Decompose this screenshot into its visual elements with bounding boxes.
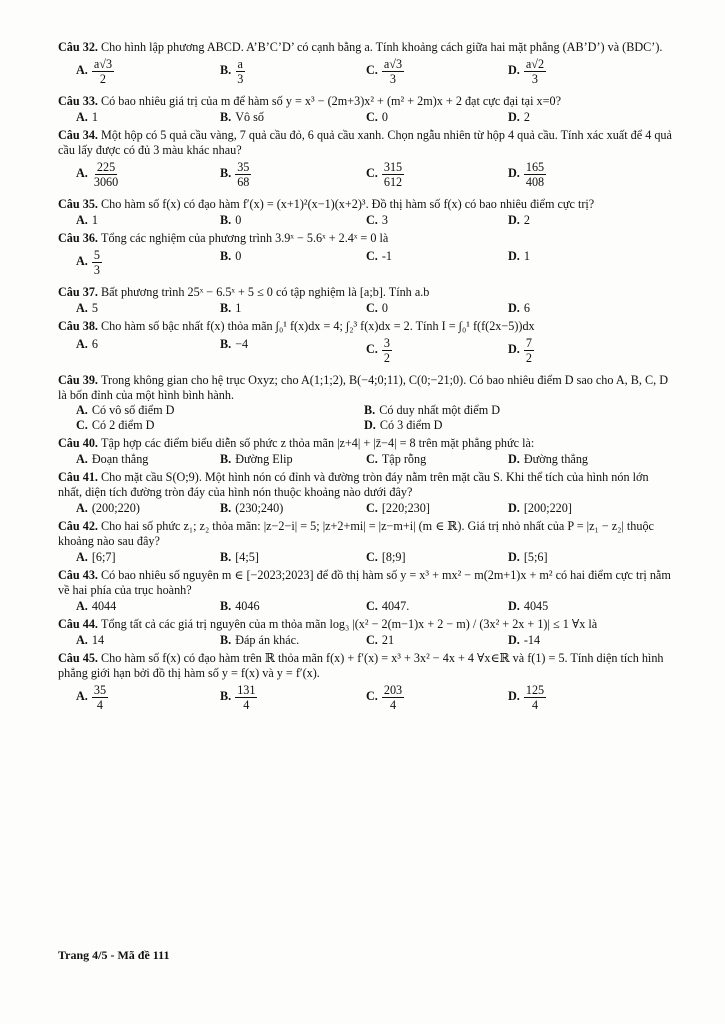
option-label: C. xyxy=(366,689,378,704)
option-label: B. xyxy=(220,166,232,181)
numerator: 7 xyxy=(525,336,532,350)
answer-option xyxy=(220,336,248,352)
option-label: D. xyxy=(508,301,520,315)
option-text: Có duy nhất một điểm D xyxy=(379,403,501,417)
option-text: -14 xyxy=(523,633,541,647)
option-label: D. xyxy=(508,501,520,515)
option-text: 1 xyxy=(235,301,242,315)
question-block xyxy=(58,519,673,568)
answer-option xyxy=(366,598,409,614)
option-text: [200;220] xyxy=(523,501,572,515)
question-body: Cho hàm số f(x) có đạo hàm f′(x) = (x+1)²(x−1)(x+2)³. Đồ thị hàm số f(x) có bao nhiêu điểm cực trị? xyxy=(101,197,595,211)
answer-option xyxy=(76,300,98,316)
answer-option xyxy=(366,632,394,648)
option-label: A. xyxy=(76,254,88,269)
options-row xyxy=(58,300,673,316)
question-block xyxy=(58,231,673,285)
option-text: Đoạn thẳng xyxy=(91,452,149,466)
answer-option xyxy=(366,451,426,467)
answer-option xyxy=(366,109,388,125)
denominator: 2 xyxy=(99,72,106,86)
option-label: C. xyxy=(366,550,378,564)
answer-option xyxy=(366,300,388,316)
option-text: 4045 xyxy=(523,599,549,613)
answer-option xyxy=(220,500,283,516)
question-block xyxy=(58,40,673,94)
option-text: Có 3 điểm D xyxy=(379,418,443,432)
question-block xyxy=(58,651,673,720)
answer-option xyxy=(220,683,257,712)
question-block xyxy=(58,436,673,470)
question-text xyxy=(58,519,673,549)
option-label: B. xyxy=(220,63,232,78)
question-body: Tổng tất cả các giá trị nguyên của m thỏa mãn log₃ |(x² − 2(m−1)x + 2 − m) / (3x² + 2x + 1)| ≤ 1 ∀x là xyxy=(101,617,598,631)
answer-option xyxy=(76,598,116,614)
option-text: 4047. xyxy=(381,599,410,613)
option-label: A. xyxy=(76,403,88,417)
option-label: B. xyxy=(364,403,376,417)
option-text: 0 xyxy=(381,301,388,315)
options-row xyxy=(58,500,673,516)
option-text: 4046 xyxy=(235,599,260,613)
answer-option xyxy=(508,57,546,86)
option-text: [4;5] xyxy=(235,550,259,564)
fraction xyxy=(524,57,546,86)
question-text xyxy=(58,373,673,403)
answer-option xyxy=(76,212,98,228)
answer-option xyxy=(220,598,260,614)
numerator: 315 xyxy=(383,160,403,174)
options-row xyxy=(58,418,673,433)
answer-option xyxy=(508,500,572,516)
denominator: 3 xyxy=(237,72,244,86)
options-row xyxy=(58,55,673,91)
answer-option xyxy=(364,403,500,418)
question-block xyxy=(58,197,673,231)
answer-option xyxy=(366,549,406,565)
answer-option xyxy=(508,632,540,648)
question-block xyxy=(58,319,673,373)
numerator: a√2 xyxy=(525,57,545,71)
option-label: C. xyxy=(366,213,378,227)
question-number: Câu 32. xyxy=(58,40,102,54)
option-label: D. xyxy=(508,213,520,227)
numerator: 3 xyxy=(383,336,390,350)
option-text: 0 xyxy=(235,213,242,227)
option-label: D. xyxy=(508,452,520,466)
denominator: 408 xyxy=(525,175,545,189)
question-body: Tập hợp các điểm biểu diễn số phức z thỏa mãn |z+4| + |z̄−4| = 8 trên mặt phẳng phức là: xyxy=(101,436,535,450)
answer-option xyxy=(508,248,530,264)
question-number: Câu 40. xyxy=(58,436,102,450)
option-label: B. xyxy=(220,249,232,263)
option-text: Vô số xyxy=(235,110,264,124)
question-number: Câu 45. xyxy=(58,651,102,665)
options-row xyxy=(58,549,673,565)
question-body: Trong không gian cho hệ trục Oxyz; cho A(1;1;2), B(−4;0;11), C(0;−21;0). Có bao nhiêu điểm D sao cho A, B, C, D là bốn đỉnh của một hình bình hành. xyxy=(58,373,668,402)
option-text: 4044 xyxy=(91,599,117,613)
question-number: Câu 44. xyxy=(58,617,102,631)
answer-option xyxy=(366,248,392,264)
option-text: −4 xyxy=(235,337,249,351)
option-label: A. xyxy=(76,501,88,515)
option-text: 1 xyxy=(523,249,530,263)
option-label: B. xyxy=(220,337,232,351)
denominator: 3 xyxy=(531,72,538,86)
option-label: C. xyxy=(76,418,88,432)
option-label: D. xyxy=(508,249,520,263)
answer-option xyxy=(220,212,241,228)
question-body: Bất phương trình 25ˣ − 6.5ˣ + 5 ≤ 0 có tập nghiệm là [a;b]. Tính a.b xyxy=(101,285,430,299)
numerator: a√3 xyxy=(93,57,113,71)
answer-option xyxy=(508,598,548,614)
option-label: C. xyxy=(366,501,378,515)
option-text: -1 xyxy=(381,249,393,263)
answer-option xyxy=(366,500,430,516)
option-label: A. xyxy=(76,110,88,124)
answer-option xyxy=(76,57,114,86)
question-text xyxy=(58,436,673,451)
option-label: C. xyxy=(366,63,378,78)
fraction xyxy=(524,683,546,712)
numerator: a√3 xyxy=(383,57,403,71)
option-label: C. xyxy=(366,452,378,466)
question-block xyxy=(58,617,673,651)
option-label: A. xyxy=(76,301,88,315)
answer-option xyxy=(364,418,443,433)
options-row xyxy=(58,246,673,282)
denominator: 4 xyxy=(531,698,539,712)
question-text xyxy=(58,197,673,212)
question-body: Cho hàm số f(x) có đạo hàm trên ℝ thỏa mãn f(x) + f′(x) = x³ + 3x² − 4x + 4 ∀x∈ℝ và f(1) = 5. Tính diện tích hình phẳng giới hạn bởi đồ thị hàm số y = f(x) và y = f′(x). xyxy=(58,651,664,680)
option-label: B. xyxy=(220,501,232,515)
fraction xyxy=(382,57,404,86)
page-footer: Trang 4/5 - Mã đề 111 xyxy=(58,948,170,962)
option-text: 0 xyxy=(235,249,242,263)
question-text xyxy=(58,40,673,55)
answer-option xyxy=(76,549,116,565)
numerator: a xyxy=(237,57,243,71)
fraction xyxy=(382,683,404,712)
option-label: A. xyxy=(76,550,88,564)
option-text: [6;7] xyxy=(91,550,116,564)
answer-option xyxy=(220,248,241,264)
answer-option xyxy=(366,160,404,189)
question-number: Câu 38. xyxy=(58,319,102,333)
option-text: Đáp án khác. xyxy=(235,633,300,647)
question-body: Có bao nhiêu giá trị của m để hàm số y = x³ − (2m+3)x² + (m² + 2m)x + 2 đạt cực đại tại x=0? xyxy=(101,94,561,108)
option-text: (200;220) xyxy=(91,501,140,515)
answer-option xyxy=(76,632,104,648)
answer-option xyxy=(76,403,174,418)
option-text: 6 xyxy=(91,337,98,351)
question-text xyxy=(58,94,673,109)
question-number: Câu 39. xyxy=(58,373,102,387)
answer-option xyxy=(220,549,259,565)
denominator: 3 xyxy=(93,263,100,277)
answer-option xyxy=(220,109,264,125)
question-number: Câu 37. xyxy=(58,285,102,299)
option-text: [5;6] xyxy=(523,550,548,564)
question-block xyxy=(58,470,673,519)
options-row xyxy=(58,681,673,717)
option-text: [8;9] xyxy=(381,550,406,564)
question-body: Cho mặt cầu S(O;9). Một hình nón có đỉnh và đường tròn đáy nằm trên mặt cầu S. Khi thể tích của hình nón lớn nhất, diện tích đường tròn đáy của hình nón thuộc khoảng nào dưới đây? xyxy=(58,470,649,499)
denominator: 4 xyxy=(389,698,397,712)
answer-option xyxy=(220,300,241,316)
numerator: 35 xyxy=(93,683,107,697)
fraction xyxy=(92,248,102,277)
fraction xyxy=(92,57,114,86)
option-label: D. xyxy=(508,633,520,647)
question-body: Cho hình lập phương ABCD. A’B’C’D’ có cạnh bằng a. Tính khoảng cách giữa hai mặt phẳng (AB’D’) và (BDC’). xyxy=(101,40,663,54)
option-text: 5 xyxy=(91,301,98,315)
question-number: Câu 36. xyxy=(58,231,102,245)
denominator: 68 xyxy=(237,175,250,189)
option-label: A. xyxy=(76,166,88,181)
answer-option xyxy=(76,451,148,467)
option-label: B. xyxy=(220,452,232,466)
denominator: 2 xyxy=(383,351,390,365)
option-text: Đường thẳng xyxy=(523,452,589,466)
answer-option xyxy=(76,418,155,433)
denominator: 2 xyxy=(525,351,532,365)
numerator: 225 xyxy=(96,160,116,174)
option-text: 1 xyxy=(91,213,98,227)
answer-option xyxy=(76,160,120,189)
option-label: C. xyxy=(366,301,378,315)
answer-option xyxy=(220,57,245,86)
question-text xyxy=(58,568,673,598)
option-label: B. xyxy=(220,213,232,227)
option-text: 2 xyxy=(523,110,530,124)
answer-option xyxy=(366,683,404,712)
answer-option xyxy=(508,212,530,228)
question-block xyxy=(58,373,673,436)
answer-option xyxy=(508,336,534,365)
option-label: D. xyxy=(364,418,376,432)
option-label: C. xyxy=(366,599,378,613)
numerator: 5 xyxy=(93,248,100,262)
options-row xyxy=(58,158,673,194)
question-body: Cho hàm số bậc nhất f(x) thỏa mãn ∫₀¹ f(x)dx = 4; ∫₂³ f(x)dx = 2. Tính I = ∫₀¹ f(f(2x−5))dx xyxy=(101,319,535,333)
question-text xyxy=(58,617,673,632)
option-label: D. xyxy=(508,63,520,78)
fraction xyxy=(92,160,120,189)
option-label: A. xyxy=(76,213,88,227)
answer-option xyxy=(220,632,299,648)
question-text xyxy=(58,651,673,681)
denominator: 612 xyxy=(383,175,403,189)
fraction xyxy=(92,683,108,712)
answer-option xyxy=(76,248,102,277)
option-text: (230;240) xyxy=(235,501,284,515)
question-number: Câu 42. xyxy=(58,519,102,533)
answer-option xyxy=(508,549,548,565)
option-text: Có 2 điểm D xyxy=(91,418,155,432)
answer-option xyxy=(76,336,98,352)
option-label: D. xyxy=(508,110,520,124)
option-text: [220;230] xyxy=(381,501,430,515)
options-row xyxy=(58,403,673,418)
option-label: A. xyxy=(76,689,88,704)
question-text xyxy=(58,285,673,300)
option-text: Đường Elip xyxy=(235,452,293,466)
options-row xyxy=(58,334,673,370)
option-label: B. xyxy=(220,599,232,613)
option-label: C. xyxy=(366,342,378,357)
option-text: 14 xyxy=(91,633,105,647)
option-label: B. xyxy=(220,633,232,647)
question-number: Câu 34. xyxy=(58,128,102,142)
question-block xyxy=(58,128,673,197)
question-body: Có bao nhiêu số nguyên m ∈ [−2023;2023] để đồ thị hàm số y = x³ + mx² − m(2m+1)x + m² có hai điểm cực trị nằm về hai phía của trục hoành? xyxy=(58,568,671,597)
option-label: B. xyxy=(220,110,232,124)
question-number: Câu 35. xyxy=(58,197,102,211)
question-block xyxy=(58,94,673,128)
question-body: Cho hai số phức z₁; z₂ thỏa mãn: |z−2−i| = 5; |z+2+mi| = |z−m+i| (m ∈ ℝ). Giá trị nhỏ nhất của P = |z₁ − z₂| thuộc khoảng nào sau đây? xyxy=(58,519,654,548)
answer-option xyxy=(366,336,392,365)
option-label: A. xyxy=(76,452,88,466)
option-label: D. xyxy=(508,166,520,181)
option-label: C. xyxy=(366,166,378,181)
option-label: C. xyxy=(366,249,378,263)
exam-page xyxy=(58,40,673,720)
numerator: 131 xyxy=(237,683,256,697)
option-label: C. xyxy=(366,633,378,647)
denominator: 3 xyxy=(389,72,396,86)
question-block xyxy=(58,568,673,617)
answer-option xyxy=(220,451,293,467)
question-number: Câu 33. xyxy=(58,94,102,108)
answer-option xyxy=(366,57,404,86)
option-text: 2 xyxy=(523,213,530,227)
option-text: 1 xyxy=(91,110,98,124)
fraction xyxy=(235,683,257,712)
answer-option xyxy=(220,160,251,189)
option-text: Tập rỗng xyxy=(381,452,427,466)
question-body: Tổng các nghiệm của phương trình 3.9ˣ − 5.6ˣ + 2.4ˣ = 0 là xyxy=(101,231,389,245)
option-text: 0 xyxy=(381,110,388,124)
answer-option xyxy=(76,683,108,712)
numerator: 35 xyxy=(237,160,250,174)
question-number: Câu 43. xyxy=(58,568,102,582)
question-text xyxy=(58,231,673,246)
fraction xyxy=(524,160,546,189)
numerator: 203 xyxy=(383,683,403,697)
option-label: B. xyxy=(220,550,232,564)
question-text xyxy=(58,319,673,334)
option-text: 3 xyxy=(381,213,388,227)
fraction xyxy=(235,160,251,189)
option-text: 21 xyxy=(381,633,395,647)
option-label: D. xyxy=(508,342,520,357)
denominator: 3060 xyxy=(93,175,119,189)
answer-option xyxy=(508,109,530,125)
question-body: Một hộp có 5 quả cầu vàng, 7 quả cầu đỏ, 6 quả cầu xanh. Chọn ngẫu nhiên từ hộp 4 quả cầu. Tính xác xuất để 4 quả cầu lấy được có đủ 3 màu khác nhau? xyxy=(58,128,672,157)
answer-option xyxy=(508,683,546,712)
answer-option xyxy=(508,160,546,189)
options-row xyxy=(58,109,673,125)
options-row xyxy=(58,632,673,648)
fraction xyxy=(235,57,245,86)
option-label: B. xyxy=(220,689,232,704)
options-row xyxy=(58,598,673,614)
option-label: B. xyxy=(220,301,232,315)
option-label: A. xyxy=(76,633,88,647)
fraction xyxy=(382,336,392,365)
option-label: A. xyxy=(76,599,88,613)
options-row xyxy=(58,451,673,467)
option-label: D. xyxy=(508,599,520,613)
fraction xyxy=(382,160,404,189)
option-label: C. xyxy=(366,110,378,124)
option-label: A. xyxy=(76,63,88,78)
question-text xyxy=(58,128,673,158)
numerator: 125 xyxy=(525,683,545,697)
fraction xyxy=(524,336,534,365)
option-text: Có vô số điểm D xyxy=(91,403,175,417)
answer-option xyxy=(508,300,530,316)
denominator: 4 xyxy=(96,698,103,712)
options-row xyxy=(58,212,673,228)
option-label: A. xyxy=(76,337,88,351)
denominator: 4 xyxy=(243,698,250,712)
answer-option xyxy=(508,451,588,467)
spacer xyxy=(58,717,673,720)
question-block xyxy=(58,285,673,319)
question-number: Câu 41. xyxy=(58,470,102,484)
answer-option xyxy=(76,109,98,125)
answer-option xyxy=(366,212,388,228)
option-label: D. xyxy=(508,550,520,564)
answer-option xyxy=(76,500,140,516)
option-text: 6 xyxy=(523,301,530,315)
question-text xyxy=(58,470,673,500)
numerator: 165 xyxy=(525,160,545,174)
option-label: D. xyxy=(508,689,520,704)
